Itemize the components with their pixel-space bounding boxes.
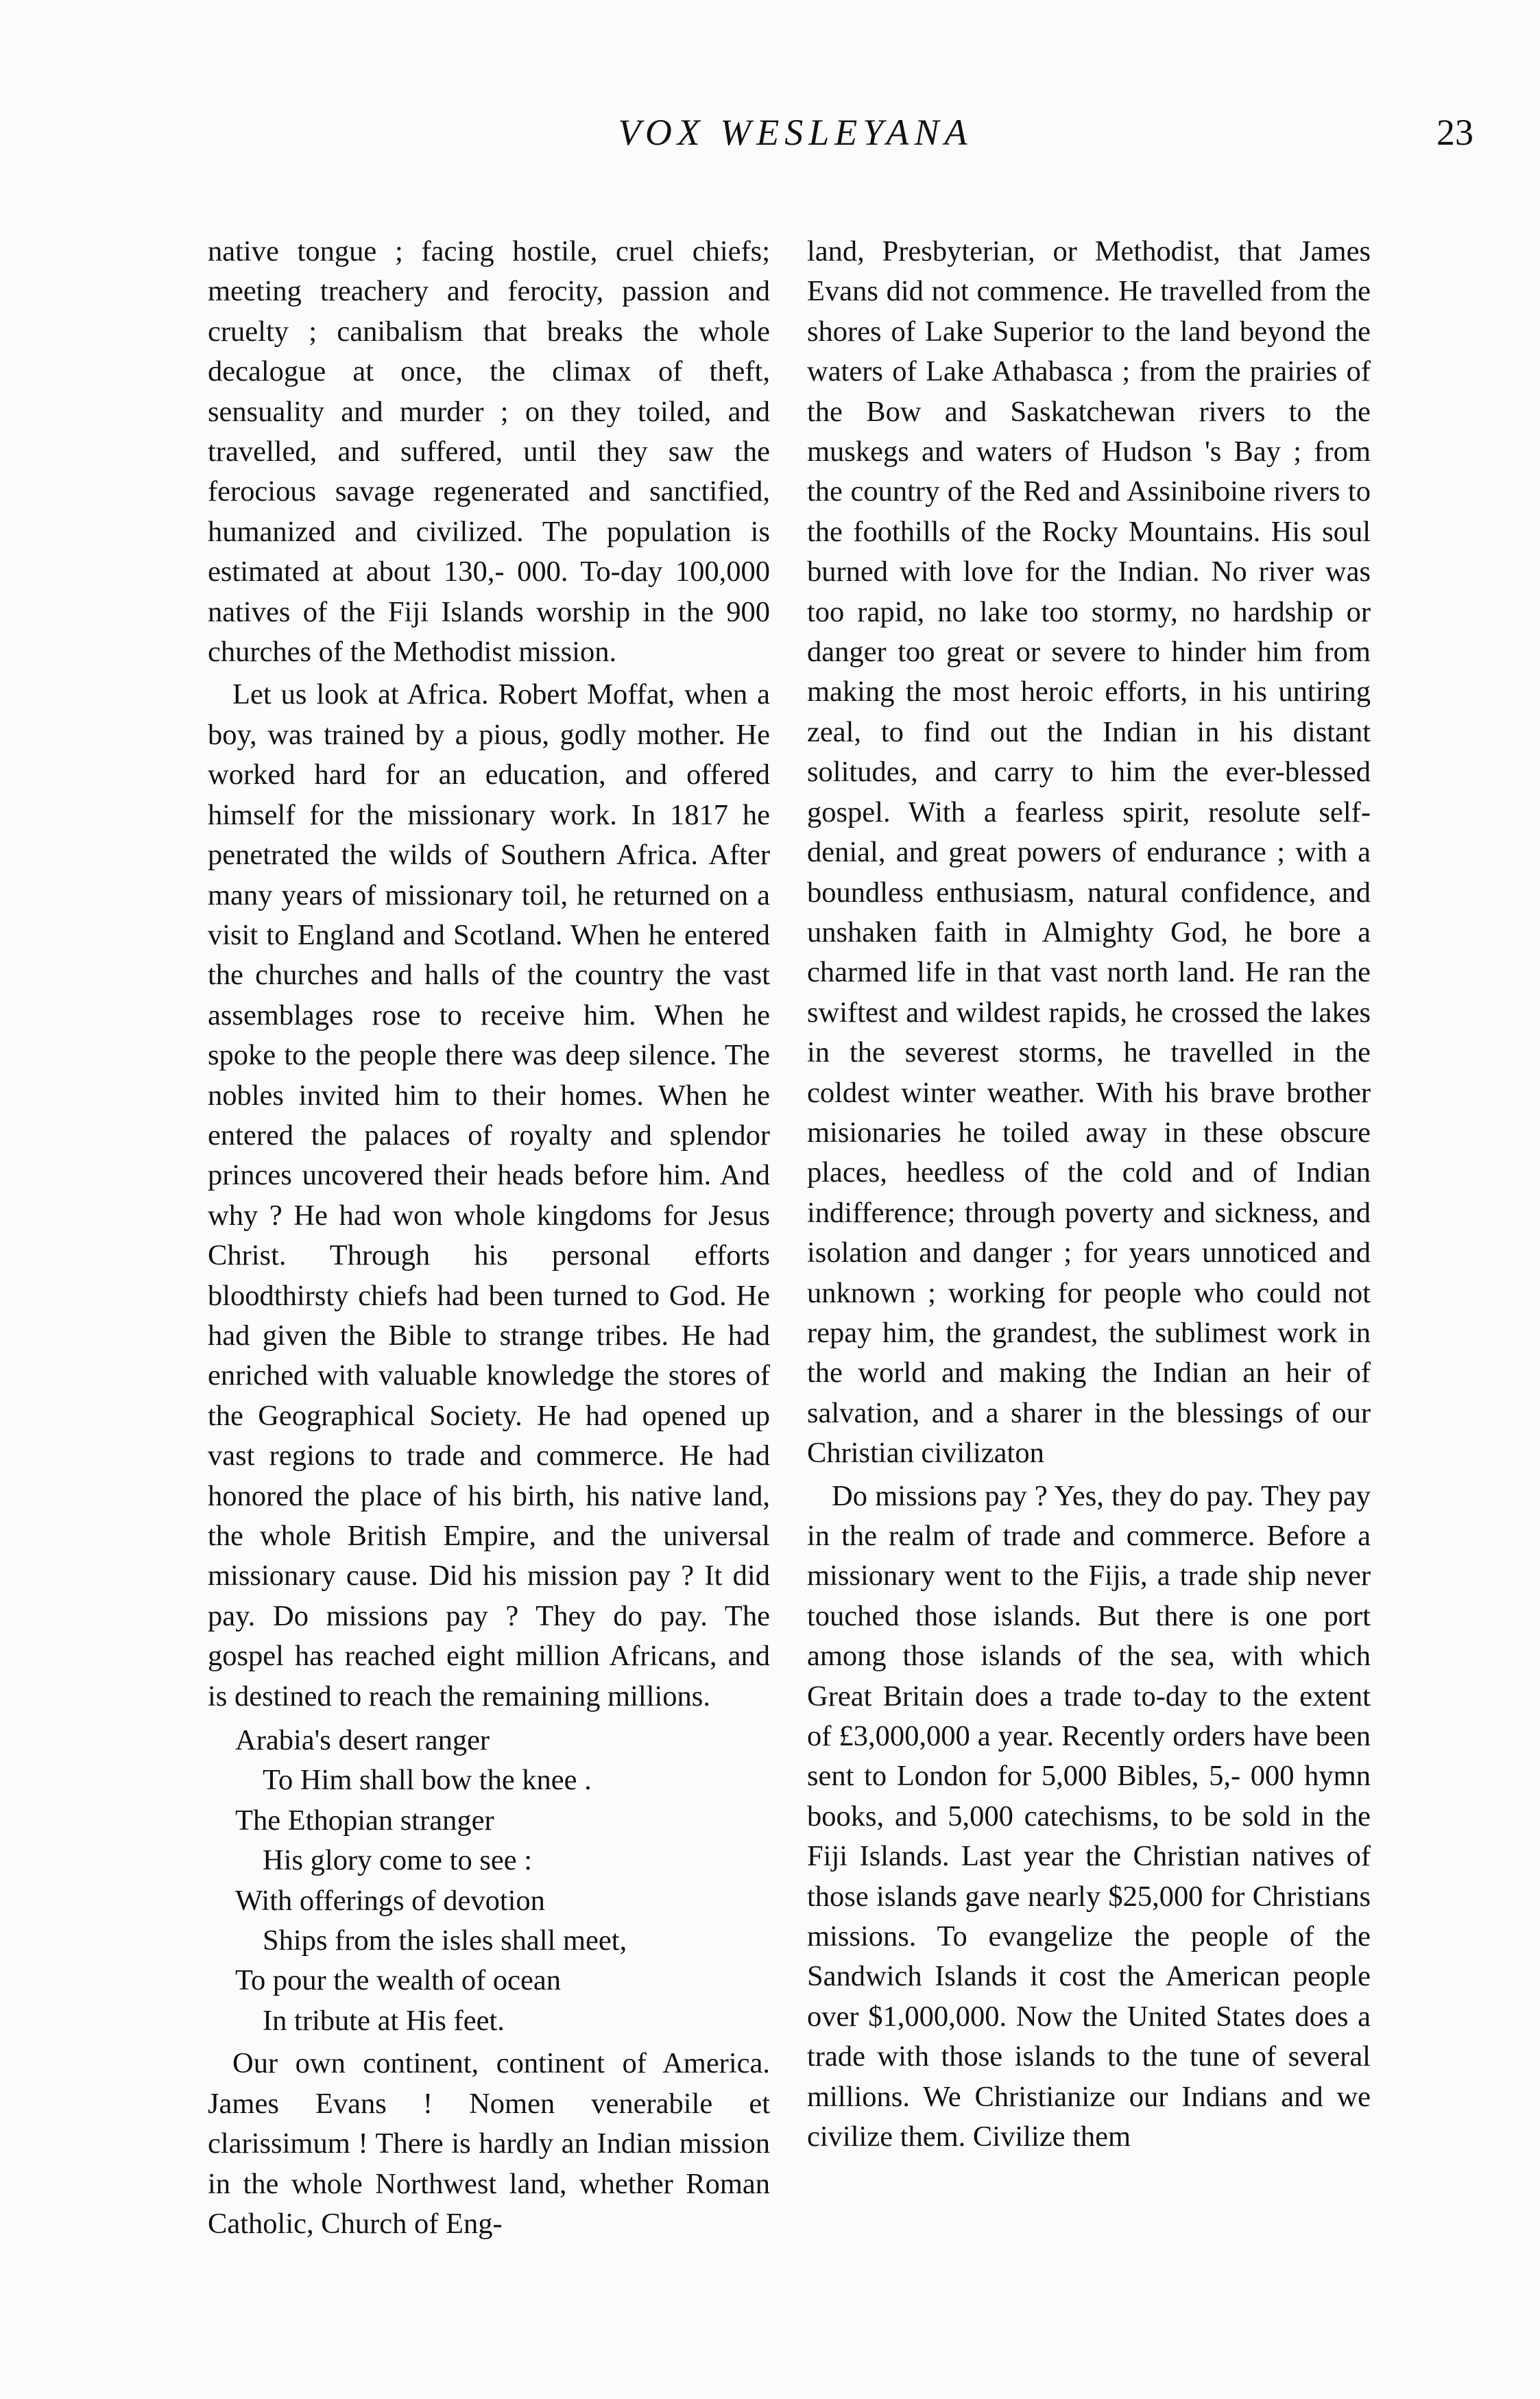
poem-line: His glory come to see : (263, 1844, 533, 1877)
page-number: 23 (1436, 112, 1473, 153)
poem-line: With offerings of devotion (235, 1884, 545, 1917)
poem-line: Ships from the isles shall meet, (263, 1924, 627, 1957)
poem-line: In tribute at His feet. (263, 2004, 505, 2037)
poem-line: To Him shall bow the knee . (263, 1764, 592, 1797)
poem-line: Arabia's desert ranger (235, 1724, 490, 1757)
left-column (208, 232, 770, 2244)
paragraph-america: Our own continent, continent of America. James Evans ! Nomen venerabile et clarissimum ! There is hardly an Indian mission in the whole Northwest land, whether Roman Catholic, Church of Eng- (208, 2047, 770, 2240)
paragraph-james-evans: land, Presbyterian, or Methodist, that James Evans did not commence. He travelled from the shores of Lake Superior to the land beyond the waters of Lake Athabasca ; from the prairies of the Bow and Saskatchewan rivers to the muskegs and waters of Hudson 's Bay ; from the country of the Red and Assiniboine rivers to the foothills of the Rocky Mountains. His soul burned with love for the Indian. No river was too rapid, no lake too stormy, no hardship or danger too great or severe to hinder him from making the most heroic efforts, in his untiring zeal, to find out the Indian in his distant solitudes, and carry to him the ever-blessed gospel. With a fearless spirit, resolute self-denial, and great powers of endurance ; with a boundless enthusiasm, natural confidence, and unshaken faith in Almighty God, he bore a charmed life in that vast north land. He ran the swiftest and wildest rapids, he crossed the lakes in the severest storms, he travelled in the coldest winter weather. With his brave brother misionaries he toiled away in these obscure places, heedless of the cold and of Indian indifference; through poverty and sickness, and isolation and danger ; for years unnoticed and unknown ; working for people who could not repay him, the grandest, the sublimest work in the world and making the Indian an heir of salvation, and a sharer in the blessings of our Christian civilizaton (807, 235, 1371, 1470)
paragraph-fiji: native tongue ; facing hostile, cruel chiefs; meeting treachery and ferocity, passion and cruelty ; canibalism that breaks the whole decalogue at once, the climax of theft, sensuality and murder ; on they toiled, and travelled, and suffered, until they saw the ferocious savage regenerated and sanctified, humanized and civilized. The population is estimated at about 130,- 000. To-day 100,000 natives of the Fiji Islands worship in the 900 churches of the Methodist mission. (208, 235, 770, 669)
hymn-verse (208, 1721, 770, 2041)
page-header (209, 111, 1539, 166)
paragraph-missions-pay: Do missions pay ? Yes, they do pay. They pay in the realm of trade and commerce. Before a missionary went to the Fijis, a trade ship never touched those islands. But there is one port among those islands of the sea, with which Great Britain does a trade to-day to the extent of £3,000,000 a year. Recently orders have been sent to London for 5,000 Bibles, 5,- 000 hymn books, and 5,000 catechisms, to be sold in the Fiji Islands. Last year the Christian natives of those islands gave nearly $25,000 for Christians missions. To evangelize the people of the Sandwich Islands it cost the American people over $1,000,000. Now the United States does a trade with those islands to the tune of several millions. We Christianize our Indians and we civilize them. Civilize them (807, 1479, 1371, 2153)
right-column (807, 232, 1371, 2158)
running-title: VOX WESLEYANA (618, 112, 973, 153)
paragraph-africa: Let us look at Africa. Robert Moffat, when a boy, was trained by a pious, godly mother. He worked hard for an education, and offered himself for the missionary work. In 1817 he penetrated the wilds of Southern Africa. After many years of missionary toil, he returned on a visit to England and Scotland. When he entered the churches and halls of the country the vast assemblages rose to receive him. When he spoke to the people there was deep silence. The nobles invited him to their homes. When he entered the palaces of royalty and splendor princes uncovered their heads before him. And why ? He had won whole kingdoms for Jesus Christ. Through his personal efforts bloodthirsty chiefs had been turned to God. He had given the Bible to strange tribes. He had enriched with valuable knowledge the stores of the Geographical Society. He had opened up vast regions to trade and commerce. He had honored the place of his birth, his native land, the whole British Empire, and the universal missionary cause. Did his mission pay ? It did pay. Do missions pay ? They do pay. The gospel has reached eight million Africans, and is destined to reach the remaining millions. (208, 678, 770, 1712)
poem-line: The Ethopian stranger (235, 1804, 494, 1837)
poem-line: To pour the wealth of ocean (235, 1964, 561, 1997)
